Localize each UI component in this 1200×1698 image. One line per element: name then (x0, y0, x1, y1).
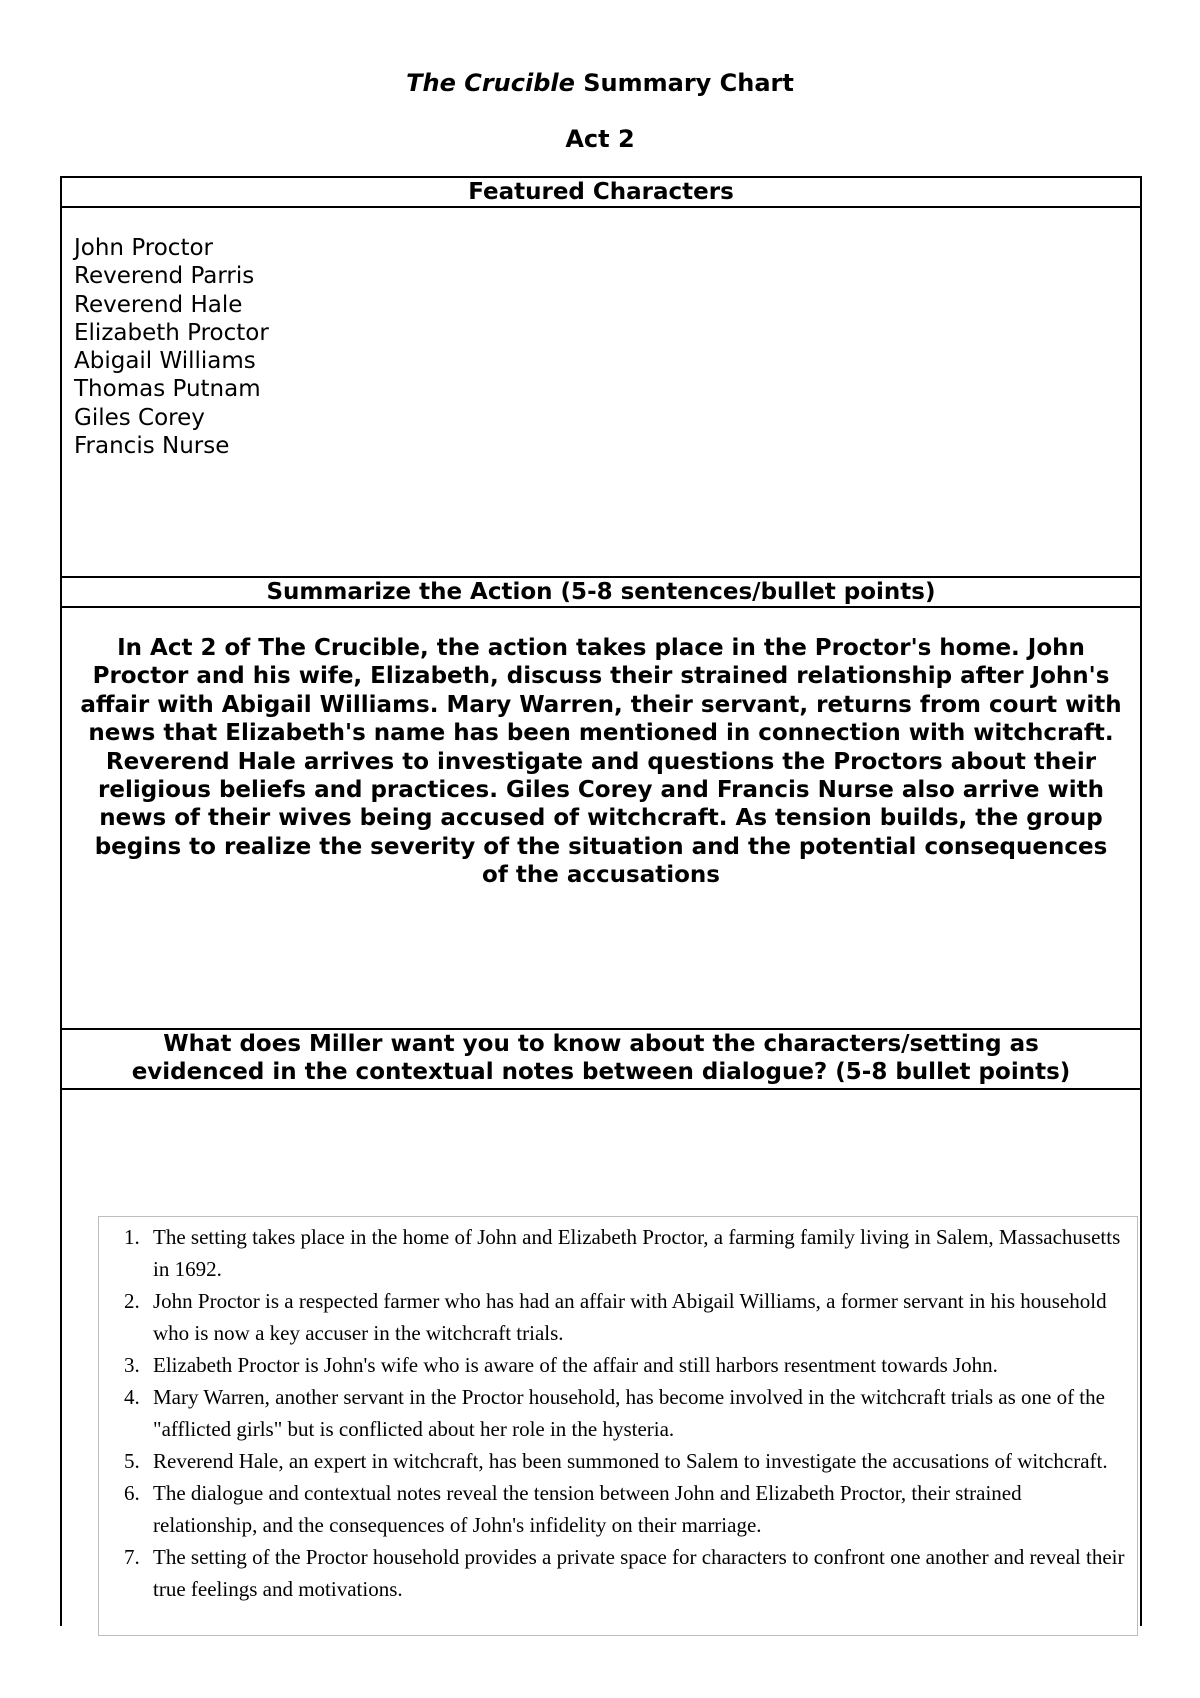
action-summary-text: In Act 2 of The Crucible, the action takes place in the Proctor's home. John Proctor and his wife, Elizabeth, discuss their strained relationship after John's affair with Abigail Williams. Mary Warren, their servant, returns from court with news that Elizabeth's name has been mentioned in connection with witchcraft. Reverend Hale arrives to investigate and questions the Proctors about their religious beliefs and practices. Giles Corey and Francis Nurse also arrive with news of their wives being accused of witchcraft. As tension builds, the group begins to realize the severity of the situation and the potential consequences of the accusations (80, 635, 1122, 889)
contextual-notes-box (98, 1216, 1138, 1636)
featured-characters-heading: Featured Characters (468, 179, 734, 205)
title-italic: The Crucible (406, 69, 575, 97)
list-item: 4. Mary Warren, another servant in the Proctor household, has become involved in the witchcraft trials as one of the "afflicted girls" but is conflicted about her role in the hysteria. (145, 1381, 1125, 1445)
character-item: Giles Corey (74, 404, 205, 431)
act-title: Act 2 (565, 125, 635, 153)
divider (62, 606, 1140, 608)
title-rest: Summary Chart (574, 69, 794, 97)
divider (62, 1088, 1140, 1090)
character-item: Abigail Williams (74, 348, 256, 375)
list-item: 7. The setting of the Proctor household provides a private space for characters to confront one another and reveal their true feelings and motivations. (145, 1541, 1125, 1605)
divider (62, 206, 1140, 208)
character-item: Francis Nurse (74, 433, 230, 460)
summary-table (60, 176, 1142, 1626)
list-item: 5. Reverend Hale, an expert in witchcraft, has been summoned to Salem to investigate the accusations of witchcraft. (145, 1445, 1125, 1477)
character-item: John Proctor (74, 235, 213, 261)
page-title (0, 68, 1200, 98)
character-item: Thomas Putnam (74, 376, 261, 403)
list-item: 1. The setting takes place in the home of John and Elizabeth Proctor, a farming family living in Salem, Massachusetts in 1692. (145, 1221, 1125, 1285)
list-item: 3. Elizabeth Proctor is John's wife who is aware of the affair and still harbors resentment towards John. (145, 1349, 1125, 1381)
character-item: Elizabeth Proctor (74, 319, 269, 346)
list-item: 6. The dialogue and contextual notes reveal the tension between John and Elizabeth Proctor, their strained relationship, and the consequences of John's infidelity on their marriage. (145, 1477, 1125, 1541)
character-list (74, 234, 269, 460)
list-item: 2. John Proctor is a respected farmer who has had an affair with Abigail Williams, a former servant in his household who is now a key accuser in the witchcraft trials. (145, 1285, 1125, 1349)
summarize-action-heading: Summarize the Action (5-8 sentences/bullet points) (266, 579, 936, 605)
character-item: Reverend Hale (74, 291, 243, 318)
contextual-notes-heading: What does Miller want you to know about the characters/setting as evidenced in the contextual notes between dialogue? (5-8 bullet points) (131, 1031, 1071, 1085)
contextual-notes-list (99, 1217, 1137, 1605)
character-item: Reverend Parris (74, 263, 255, 290)
